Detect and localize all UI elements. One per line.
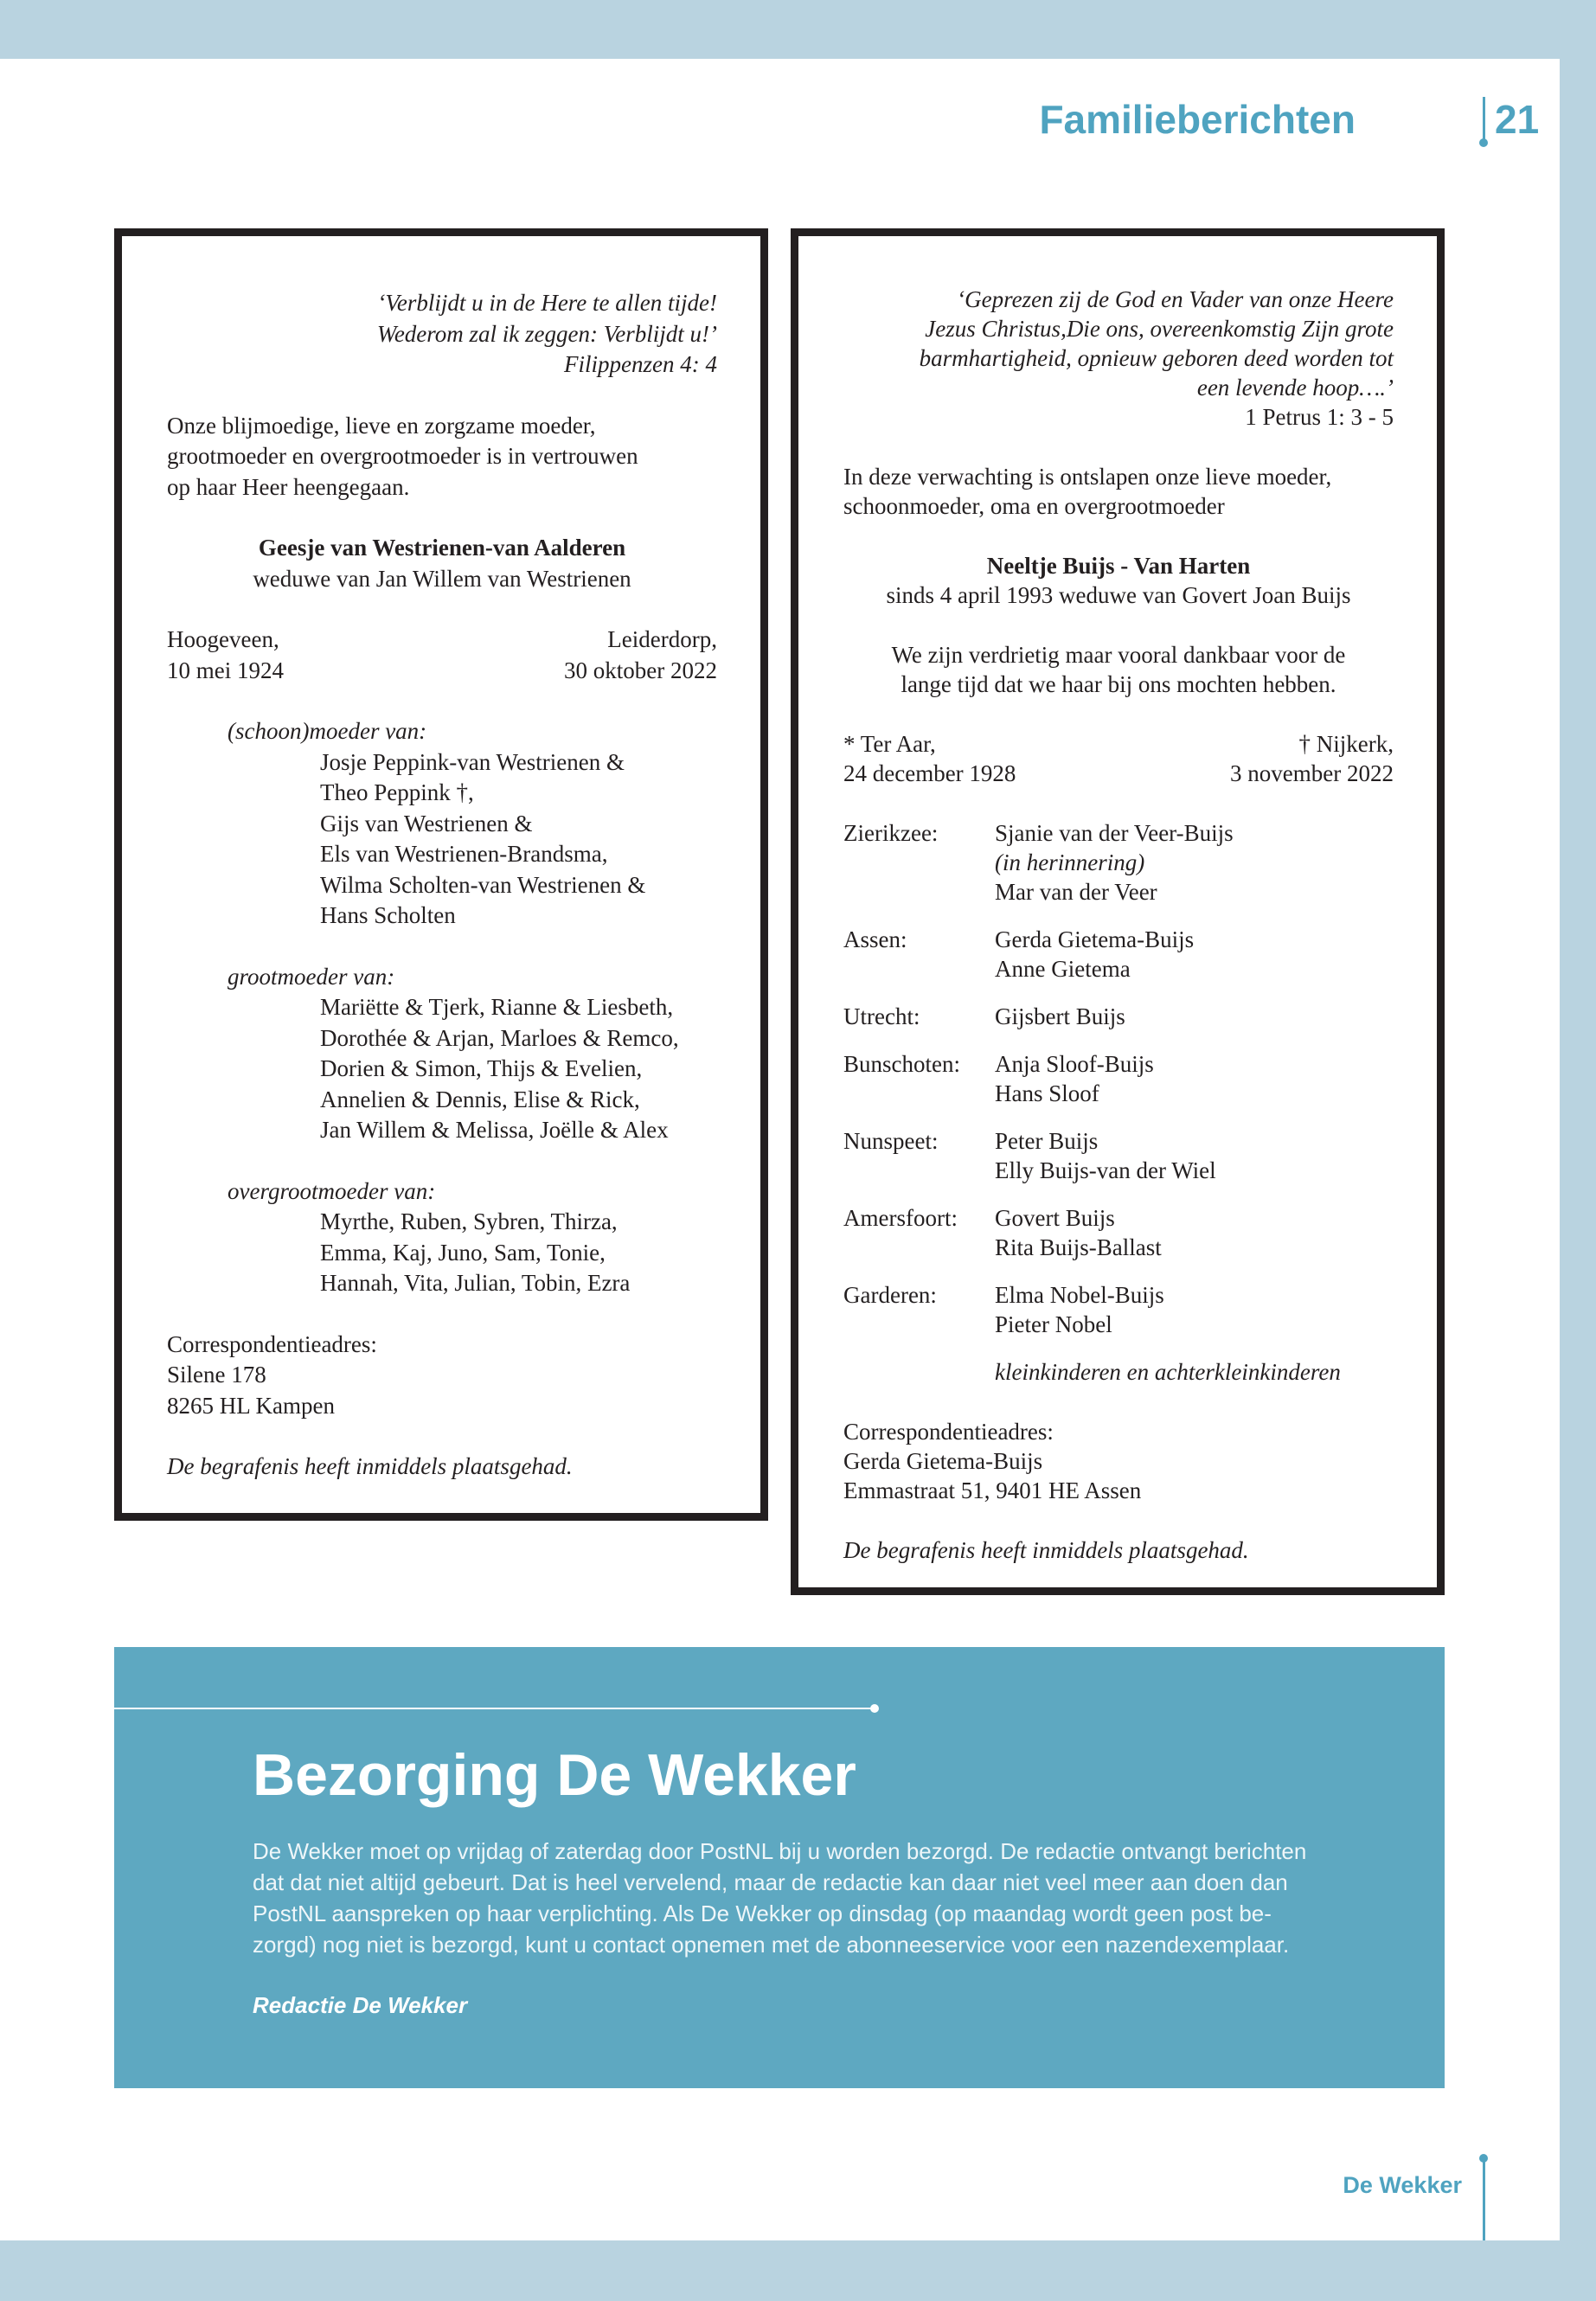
relation-heading: grootmoeder van: — [228, 963, 395, 990]
intro-line: In deze verwachting is ontslapen onze lieve moeder, — [843, 464, 1332, 490]
footer-divider-dot — [1479, 2154, 1488, 2163]
relation-line: Annelien & Dennis, Elise & Rick, — [320, 1086, 640, 1112]
intro-line: Onze blijmoedige, lieve en zorgzame moeder, — [167, 412, 596, 439]
header-divider — [1483, 97, 1485, 142]
bible-quote-line: een levende hoop….’ — [1196, 375, 1394, 401]
relation-line: Wilma Scholten-van Westrienen & — [320, 871, 646, 898]
delivery-notice-box — [114, 1647, 1445, 2088]
address-line: Correspondentieadres: — [843, 1419, 1054, 1445]
intro-line: grootmoeder en overgrootmoeder is in vertrouwen — [167, 443, 638, 469]
delivery-body — [253, 1836, 1317, 1960]
relation-heading: overgrootmoeder van: — [228, 1177, 436, 1204]
delivery-title: Bezorging De Wekker — [253, 1742, 856, 1808]
box-divider-dot — [870, 1704, 879, 1713]
grandchildren-entry — [843, 1357, 1394, 1387]
deceased-name: Neeltje Buijs - Van Harten — [986, 553, 1251, 579]
family-name: Anja Sloof-Buijs — [995, 1051, 1154, 1077]
relation-line: Hans Scholten — [320, 902, 456, 928]
intro-line: op haar Heer heengegaan. — [167, 473, 410, 500]
delivery-signature: Redactie De Wekker — [253, 1992, 468, 2018]
birth-death-places — [167, 625, 717, 656]
birth-place: Hoogeveen, — [167, 626, 279, 652]
family-name: Pieter Nobel — [995, 1311, 1112, 1337]
birth-death-dates — [843, 759, 1394, 788]
delivery-body-line: PostNL aanspreken op haar verplichting. Als De Wekker op dinsdag (op maandag wordt geen post be- — [253, 1900, 1272, 1926]
family-note: (in herinnering) — [995, 849, 1145, 875]
family-place: Zierikzee: — [843, 820, 939, 846]
birth-date: 24 december 1928 — [843, 760, 1016, 786]
message-line: lange tijd dat we haar bij ons mochten hebben. — [901, 671, 1336, 697]
deceased-subtitle: weduwe van Jan Willem van Westrienen — [253, 565, 631, 592]
family-place: Bunschoten: — [843, 1051, 960, 1077]
relation-line: Theo Peppink †, — [320, 779, 474, 805]
page-frame-bottom — [0, 2240, 1596, 2301]
death-date: 3 november 2022 — [1230, 760, 1394, 786]
section-title: Familieberichten — [1039, 97, 1356, 142]
family-entry — [843, 925, 1394, 984]
death-date: 30 oktober 2022 — [564, 657, 717, 683]
message-line: We zijn verdrietig maar vooral dankbaar voor de — [891, 642, 1346, 668]
relation-line: Myrthe, Ruben, Sybren, Thirza, — [320, 1208, 618, 1234]
family-place: Garderen: — [843, 1282, 937, 1308]
family-entry — [843, 1280, 1394, 1339]
address-line: Correspondentieadres: — [167, 1330, 377, 1357]
page-number: 21 — [1495, 97, 1540, 142]
birth-date: 10 mei 1924 — [167, 657, 284, 683]
bible-quote-reference: 1 Petrus 1: 3 - 5 — [1245, 404, 1394, 430]
family-entry — [843, 1049, 1394, 1108]
delivery-body-line: De Wekker moet op vrijdag of zaterdag door PostNL bij u worden bezorgd. De redactie ontvangt berichten — [253, 1838, 1307, 1864]
death-place: † Nijkerk, — [1298, 731, 1394, 757]
family-entry — [843, 1002, 1394, 1031]
page-frame-right — [1560, 0, 1596, 2301]
notice-content — [843, 285, 1394, 1565]
deceased-name: Geesje van Westrienen-van Aalderen — [258, 535, 626, 561]
relation-line: Hannah, Vita, Julian, Tobin, Ezra — [320, 1270, 631, 1296]
birth-place: * Ter Aar, — [843, 731, 936, 757]
relation-line: Emma, Kaj, Juno, Sam, Tonie, — [320, 1239, 606, 1266]
grandchildren-line: kleinkinderen en achterkleinkinderen — [995, 1359, 1341, 1385]
family-entry — [843, 818, 1394, 907]
family-place: Utrecht: — [843, 1003, 920, 1029]
family-name: Elly Buijs-van der Wiel — [995, 1157, 1216, 1183]
publication-name: De Wekker — [1343, 2172, 1462, 2198]
intro-line: schoonmoeder, oma en overgrootmoeder — [843, 493, 1225, 519]
death-place: Leiderdorp, — [607, 626, 717, 652]
family-name: Peter Buijs — [995, 1128, 1099, 1154]
family-name: Gerda Gietema-Buijs — [995, 926, 1195, 952]
bible-quote-line: barmhartigheid, opnieuw geboren deed worden tot — [919, 345, 1394, 371]
obituary-notice-buijs — [791, 228, 1445, 1595]
notice-content — [167, 288, 717, 1483]
relation-line: Els van Westrienen-Brandsma, — [320, 841, 608, 867]
bible-quote-line: ‘Verblijdt u in de Here te allen tijde! — [377, 290, 717, 316]
family-entry — [843, 1203, 1394, 1262]
bible-quote-line: Wederom zal ik zeggen: Verblijdt u!’ — [376, 320, 717, 347]
box-divider — [114, 1708, 875, 1709]
address-line: 8265 HL Kampen — [167, 1392, 335, 1419]
relation-line: Jan Willem & Melissa, Joëlle & Alex — [320, 1117, 669, 1143]
delivery-body-line: zorgd) nog niet is bezorgd, kunt u contact opnemen met de abonneeservice voor een nazendexemplaar. — [253, 1932, 1290, 1958]
relation-line: Dorothée & Arjan, Marloes & Remco, — [320, 1024, 679, 1051]
family-name: Govert Buijs — [995, 1205, 1115, 1231]
birth-death-dates — [167, 656, 717, 687]
family-place: Nunspeet: — [843, 1128, 939, 1154]
page-frame-top — [0, 0, 1596, 59]
family-name: Hans Sloof — [995, 1080, 1099, 1106]
family-name: Elma Nobel-Buijs — [995, 1282, 1164, 1308]
family-entry — [843, 1126, 1394, 1185]
relation-line: Josje Peppink-van Westrienen & — [320, 748, 625, 775]
obituary-notice-westrienen — [114, 228, 768, 1521]
family-name: Rita Buijs-Ballast — [995, 1234, 1162, 1260]
header-divider-dot — [1479, 138, 1488, 147]
address-line: Emmastraat 51, 9401 HE Assen — [843, 1477, 1142, 1503]
relation-heading: (schoon)moeder van: — [228, 718, 427, 744]
family-name: Gijsbert Buijs — [995, 1003, 1125, 1029]
bible-quote-line: ‘Geprezen zij de God en Vader van onze Heere — [957, 286, 1394, 312]
funeral-note: De begrafenis heeft inmiddels plaatsgehad. — [843, 1537, 1249, 1563]
delivery-body-line: dat dat niet altijd gebeurt. Dat is heel vervelend, maar de redactie kan daar niet veel meer aan doen dan — [253, 1869, 1288, 1895]
relation-line: Dorien & Simon, Thijs & Evelien, — [320, 1055, 643, 1081]
relation-line: Gijs van Westrienen & — [320, 810, 533, 836]
funeral-note: De begrafenis heeft inmiddels plaatsgehad. — [167, 1453, 573, 1479]
family-name: Sjanie van der Veer-Buijs — [995, 820, 1234, 846]
address-line: Gerda Gietema-Buijs — [843, 1448, 1043, 1474]
family-name: Anne Gietema — [995, 956, 1131, 982]
address-line: Silene 178 — [167, 1362, 266, 1388]
family-name: Mar van der Veer — [995, 879, 1157, 905]
family-place: Assen: — [843, 926, 907, 952]
deceased-subtitle: sinds 4 april 1993 weduwe van Govert Joan Buijs — [886, 582, 1351, 608]
footer-divider — [1483, 2159, 1485, 2240]
relation-line: Mariëtte & Tjerk, Rianne & Liesbeth, — [320, 994, 674, 1020]
family-place: Amersfoort: — [843, 1205, 958, 1231]
birth-death-places — [843, 729, 1394, 759]
bible-quote-reference: Filippenzen 4: 4 — [564, 351, 717, 377]
bible-quote-line: Jezus Christus,Die ons, overeenkomstig Zijn grote — [925, 316, 1394, 342]
